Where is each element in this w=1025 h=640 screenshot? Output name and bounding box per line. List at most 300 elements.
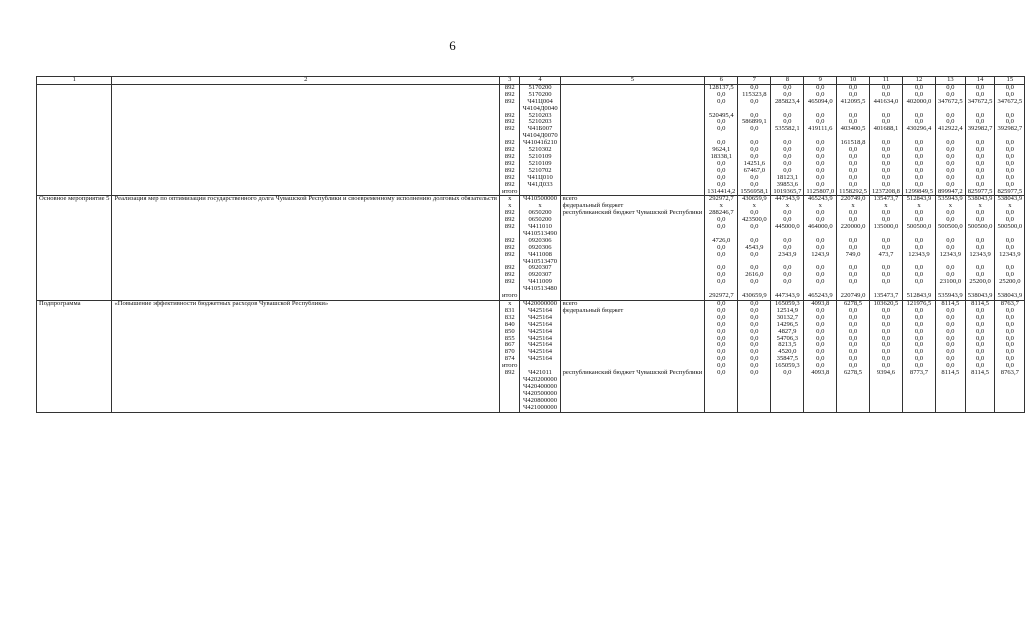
amount-cell: 0,0 — [936, 175, 966, 182]
grbs-code-cell: 892 — [499, 210, 519, 217]
amount-cell: 0,0 — [902, 161, 935, 168]
grbs-code-cell: 855 — [499, 336, 519, 343]
amount-cell: 0,0 — [936, 245, 966, 252]
amount-cell: 0,0 — [804, 210, 837, 217]
measure-title-cell — [37, 84, 112, 91]
amount-cell: 0,0 — [804, 349, 837, 356]
amount-cell: 0,0 — [936, 154, 966, 161]
column-header: 1 — [37, 77, 112, 85]
amount-cell: 464000,0 — [804, 224, 837, 238]
amount-cell: 288246,7 — [705, 210, 738, 217]
amount-cell: 0,0 — [965, 92, 995, 99]
amount-cell: 23100,0 — [936, 279, 966, 293]
budget-code-cell: Ч425164 — [520, 342, 560, 349]
amount-cell: 0,0 — [804, 279, 837, 293]
amount-cell: 0,0 — [869, 140, 902, 147]
amount-cell: 4093,8 — [804, 370, 837, 412]
amount-cell: 0,0 — [869, 182, 902, 189]
amount-cell: 0,0 — [837, 308, 870, 315]
table-row — [37, 99, 1025, 113]
grbs-code-cell: 892 — [499, 279, 519, 293]
amount-cell: 0,0 — [995, 336, 1025, 343]
amount-cell: 0,0 — [869, 265, 902, 272]
funding-source-cell — [560, 154, 705, 161]
funding-source-cell — [560, 119, 705, 126]
amount-cell: 0,0 — [837, 147, 870, 154]
amount-cell: 512843,9 — [902, 293, 935, 300]
grbs-code-cell: 840 — [499, 322, 519, 329]
measure-description-cell — [112, 322, 500, 329]
amount-cell: 0,0 — [902, 272, 935, 279]
budget-code-cell: Ч41Д033 — [520, 182, 560, 189]
amount-cell: 0,0 — [869, 168, 902, 175]
amount-cell: 0,0 — [804, 265, 837, 272]
table-row — [37, 370, 1025, 412]
amount-cell: 0,0 — [936, 92, 966, 99]
amount-cell: 347672,5 — [965, 99, 995, 113]
amount-cell: 0,0 — [837, 272, 870, 279]
amount-cell: 0,0 — [771, 168, 804, 175]
measure-description-cell — [112, 161, 500, 168]
amount-cell: 0,0 — [738, 315, 771, 322]
budget-code-cell: 0650200 — [520, 217, 560, 224]
amount-cell: 0,0 — [869, 217, 902, 224]
amount-cell: 392982,7 — [965, 126, 995, 140]
amount-cell: 0,0 — [804, 356, 837, 363]
amount-cell: 0,0 — [837, 92, 870, 99]
amount-cell: 0,0 — [837, 238, 870, 245]
table-row — [37, 196, 1025, 203]
amount-cell: 0,0 — [965, 113, 995, 120]
amount-cell: 0,0 — [837, 349, 870, 356]
amount-cell: 0,0 — [965, 342, 995, 349]
measure-description-cell: «Повышение эффективности бюджетных расходов Чувашской Республики» — [112, 301, 500, 308]
measure-description-cell — [112, 336, 500, 343]
amount-cell: 8114,5 — [936, 370, 966, 412]
column-header: 10 — [837, 77, 870, 85]
amount-cell: 500500,0 — [936, 224, 966, 238]
amount-cell: 0,0 — [869, 356, 902, 363]
measure-description-cell — [112, 329, 500, 336]
table-row — [37, 356, 1025, 363]
amount-cell: 6278,5 — [837, 301, 870, 308]
amount-cell: 0,0 — [936, 210, 966, 217]
amount-cell: 165059,3 — [771, 301, 804, 308]
amount-cell: 220749,0 — [837, 196, 870, 203]
amount-cell: 0,0 — [936, 182, 966, 189]
amount-cell: 0,0 — [869, 279, 902, 293]
amount-cell: 0,0 — [705, 363, 738, 370]
amount-cell: 0,0 — [705, 349, 738, 356]
amount-cell: 0,0 — [965, 265, 995, 272]
measure-title-cell: Подпрограмма — [37, 301, 112, 308]
amount-cell: 0,0 — [869, 119, 902, 126]
funding-source-cell — [560, 168, 705, 175]
amount-cell: 520495,4 — [705, 113, 738, 120]
amount-cell: 0,0 — [936, 119, 966, 126]
amount-cell: 0,0 — [804, 272, 837, 279]
funding-source-cell — [560, 84, 705, 91]
grbs-code-cell: 892 — [499, 113, 519, 120]
funding-source-cell — [560, 161, 705, 168]
amount-cell: 0,0 — [995, 315, 1025, 322]
budget-code-cell: Ч425164 — [520, 356, 560, 363]
measure-title-cell — [37, 203, 112, 210]
amount-cell: 6278,5 — [837, 370, 870, 412]
funding-source-cell — [560, 175, 705, 182]
amount-cell: 8114,5 — [965, 370, 995, 412]
amount-cell: 0,0 — [995, 147, 1025, 154]
amount-cell: 0,0 — [837, 279, 870, 293]
amount-cell: 135473,7 — [869, 196, 902, 203]
column-header: 5 — [560, 77, 705, 85]
amount-cell: х — [804, 203, 837, 210]
amount-cell: 0,0 — [738, 238, 771, 245]
amount-cell: 0,0 — [995, 265, 1025, 272]
measure-description-cell — [112, 210, 500, 217]
amount-cell: 0,0 — [869, 329, 902, 336]
amount-cell: 220000,0 — [837, 224, 870, 238]
amount-cell: 512843,9 — [902, 196, 935, 203]
amount-cell: х — [837, 203, 870, 210]
amount-cell: 0,0 — [771, 92, 804, 99]
amount-cell: 0,0 — [705, 356, 738, 363]
table-row — [37, 126, 1025, 140]
amount-cell: 0,0 — [936, 168, 966, 175]
amount-cell: 0,0 — [705, 140, 738, 147]
amount-cell: 0,0 — [837, 363, 870, 370]
budget-code-cell: 5210109 — [520, 161, 560, 168]
column-header: 6 — [705, 77, 738, 85]
amount-cell: 0,0 — [804, 322, 837, 329]
amount-cell: 0,0 — [902, 175, 935, 182]
amount-cell: 825977,5 — [965, 189, 995, 196]
amount-cell: 0,0 — [936, 113, 966, 120]
amount-cell: 447343,9 — [771, 196, 804, 203]
budget-code-cell: 0920307 — [520, 265, 560, 272]
amount-cell: 0,0 — [902, 315, 935, 322]
amount-cell: 0,0 — [771, 147, 804, 154]
amount-cell: 0,0 — [902, 265, 935, 272]
amount-cell: 0,0 — [771, 161, 804, 168]
amount-cell: х — [869, 203, 902, 210]
amount-cell: 0,0 — [837, 182, 870, 189]
column-header: 4 — [520, 77, 560, 85]
amount-cell: 0,0 — [936, 329, 966, 336]
amount-cell: 0,0 — [965, 245, 995, 252]
measure-description-cell — [112, 370, 500, 412]
amount-cell: 0,0 — [902, 113, 935, 120]
grbs-code-cell: 892 — [499, 245, 519, 252]
amount-cell: х — [705, 203, 738, 210]
amount-cell: 0,0 — [936, 322, 966, 329]
funding-source-cell — [560, 217, 705, 224]
measure-description-cell — [112, 140, 500, 147]
table-row — [37, 252, 1025, 266]
amount-cell: 0,0 — [869, 322, 902, 329]
amount-cell: 0,0 — [705, 119, 738, 126]
amount-cell: 1556958,1 — [738, 189, 771, 196]
grbs-code-cell: х — [499, 196, 519, 203]
grbs-code-cell: 892 — [499, 92, 519, 99]
amount-cell: 0,0 — [965, 238, 995, 245]
grbs-code-cell: 892 — [499, 265, 519, 272]
amount-cell: 0,0 — [995, 175, 1025, 182]
measure-description-cell — [112, 182, 500, 189]
amount-cell: 0,0 — [995, 168, 1025, 175]
funding-source-cell — [560, 92, 705, 99]
amount-cell: 0,0 — [705, 279, 738, 293]
amount-cell: 0,0 — [902, 84, 935, 91]
amount-cell: 0,0 — [869, 154, 902, 161]
amount-cell: 0,0 — [965, 168, 995, 175]
measure-title-cell — [37, 175, 112, 182]
measure-description-cell — [112, 245, 500, 252]
amount-cell: 0,0 — [804, 161, 837, 168]
amount-cell: 4827,9 — [771, 329, 804, 336]
amount-cell: 465243,9 — [804, 293, 837, 300]
measure-description-cell — [112, 154, 500, 161]
funding-source-cell — [560, 279, 705, 293]
amount-cell: 0,0 — [995, 245, 1025, 252]
amount-cell: 0,0 — [837, 342, 870, 349]
amount-cell: 0,0 — [902, 238, 935, 245]
budget-code-cell: Ч425164 — [520, 329, 560, 336]
funding-source-cell — [560, 224, 705, 238]
amount-cell: 0,0 — [837, 217, 870, 224]
amount-cell: 0,0 — [837, 336, 870, 343]
amount-cell: 0,0 — [837, 175, 870, 182]
funding-source-cell — [560, 322, 705, 329]
budget-code-cell: 5210702 — [520, 168, 560, 175]
grbs-code-cell: 874 — [499, 356, 519, 363]
amount-cell: 0,0 — [738, 370, 771, 412]
measure-title-cell — [37, 272, 112, 279]
amount-cell: 0,0 — [965, 329, 995, 336]
amount-cell: 35847,5 — [771, 356, 804, 363]
amount-cell: 0,0 — [869, 308, 902, 315]
column-header: 9 — [804, 77, 837, 85]
amount-cell: 25200,0 — [995, 279, 1025, 293]
amount-cell: 0,0 — [804, 154, 837, 161]
measure-title-cell: Основное мероприятие 5 — [37, 196, 112, 203]
budget-code-cell: Ч425164 — [520, 322, 560, 329]
amount-cell: 0,0 — [771, 210, 804, 217]
amount-cell: 538043,9 — [995, 196, 1025, 203]
amount-cell: 403400,5 — [837, 126, 870, 140]
amount-cell: х — [738, 203, 771, 210]
amount-cell: 430659,9 — [738, 196, 771, 203]
amount-cell: 2616,0 — [738, 272, 771, 279]
amount-cell: 0,0 — [804, 329, 837, 336]
funding-source-cell: всего — [560, 196, 705, 203]
budget-code-cell: Ч411010 Ч410513490 — [520, 224, 560, 238]
amount-cell: 0,0 — [837, 245, 870, 252]
amount-cell: 0,0 — [837, 356, 870, 363]
amount-cell: 0,0 — [738, 224, 771, 238]
amount-cell: 1125807,0 — [804, 189, 837, 196]
amount-cell: 0,0 — [869, 245, 902, 252]
funding-source-cell — [560, 272, 705, 279]
amount-cell: 67467,0 — [738, 168, 771, 175]
funding-source-cell — [560, 113, 705, 120]
grbs-code-cell: 892 — [499, 147, 519, 154]
amount-cell: 0,0 — [804, 182, 837, 189]
amount-cell: 0,0 — [902, 329, 935, 336]
amount-cell: 0,0 — [869, 161, 902, 168]
amount-cell: 0,0 — [965, 272, 995, 279]
measure-description-cell — [112, 203, 500, 210]
measure-title-cell — [37, 224, 112, 238]
column-header: 14 — [965, 77, 995, 85]
measure-description-cell — [112, 342, 500, 349]
amount-cell: 0,0 — [995, 217, 1025, 224]
amount-cell: 0,0 — [738, 336, 771, 343]
amount-cell: 0,0 — [995, 119, 1025, 126]
funding-source-cell — [560, 182, 705, 189]
budget-code-cell: 0920307 — [520, 272, 560, 279]
funding-source-cell — [560, 356, 705, 363]
amount-cell: 0,0 — [869, 272, 902, 279]
amount-cell: х — [902, 203, 935, 210]
amount-cell: 0,0 — [837, 210, 870, 217]
amount-cell: 0,0 — [804, 342, 837, 349]
amount-cell: 115323,8 — [738, 92, 771, 99]
grbs-code-cell: 892 — [499, 99, 519, 113]
amount-cell: 0,0 — [771, 119, 804, 126]
measure-title-cell — [37, 315, 112, 322]
funding-source-cell — [560, 252, 705, 266]
amount-cell: 0,0 — [869, 336, 902, 343]
amount-cell: 0,0 — [705, 315, 738, 322]
amount-cell: 292972,7 — [705, 293, 738, 300]
grbs-code-cell: 892 — [499, 238, 519, 245]
amount-cell: 465243,9 — [804, 196, 837, 203]
amount-cell: 401688,1 — [869, 126, 902, 140]
amount-cell: 0,0 — [995, 140, 1025, 147]
amount-cell: 0,0 — [936, 161, 966, 168]
budget-code-cell: 5210109 — [520, 154, 560, 161]
amount-cell: 103620,5 — [869, 301, 902, 308]
amount-cell: 0,0 — [705, 272, 738, 279]
amount-cell: 0,0 — [995, 342, 1025, 349]
grbs-code-cell: 831 — [499, 308, 519, 315]
amount-cell: 0,0 — [804, 113, 837, 120]
amount-cell: 392982,7 — [995, 126, 1025, 140]
amount-cell: 0,0 — [771, 370, 804, 412]
amount-cell: 0,0 — [995, 322, 1025, 329]
amount-cell: 0,0 — [995, 272, 1025, 279]
amount-cell: 0,0 — [837, 315, 870, 322]
measure-description-cell — [112, 126, 500, 140]
amount-cell: 0,0 — [837, 265, 870, 272]
amount-cell: 0,0 — [804, 238, 837, 245]
amount-cell: 445000,0 — [771, 224, 804, 238]
measure-title-cell — [37, 363, 112, 370]
amount-cell: 0,0 — [738, 210, 771, 217]
measure-description-cell — [112, 265, 500, 272]
amount-cell: 25200,0 — [965, 279, 995, 293]
amount-cell: 0,0 — [995, 308, 1025, 315]
funding-source-cell — [560, 140, 705, 147]
amount-cell: 0,0 — [936, 147, 966, 154]
amount-cell: 0,0 — [804, 245, 837, 252]
measure-title-cell — [37, 126, 112, 140]
amount-cell: х — [771, 203, 804, 210]
amount-cell: 0,0 — [869, 113, 902, 120]
amount-cell: 0,0 — [902, 140, 935, 147]
amount-cell: 0,0 — [738, 265, 771, 272]
amount-cell: х — [936, 203, 966, 210]
amount-cell: 899947,2 — [936, 189, 966, 196]
amount-cell: 39853,6 — [771, 182, 804, 189]
amount-cell: 8763,7 — [995, 370, 1025, 412]
budget-code-cell: 5210203 — [520, 113, 560, 120]
amount-cell: 0,0 — [936, 315, 966, 322]
budget-code-cell: Ч425164 — [520, 315, 560, 322]
amount-cell: 4726,0 — [705, 238, 738, 245]
measure-description-cell — [112, 217, 500, 224]
measure-description-cell — [112, 168, 500, 175]
amount-cell: 0,0 — [837, 161, 870, 168]
measure-description-cell — [112, 113, 500, 120]
funding-source-cell: республиканский бюджет Чувашской Республики — [560, 210, 705, 217]
measure-title-cell — [37, 154, 112, 161]
grbs-code-cell: х — [499, 203, 519, 210]
amount-cell: 8114,5 — [936, 301, 966, 308]
amount-cell: 0,0 — [705, 99, 738, 113]
amount-cell: 0,0 — [936, 272, 966, 279]
amount-cell: 0,0 — [965, 147, 995, 154]
amount-cell: 14296,5 — [771, 322, 804, 329]
amount-cell: 0,0 — [869, 238, 902, 245]
amount-cell: 0,0 — [965, 315, 995, 322]
amount-cell: 0,0 — [804, 175, 837, 182]
amount-cell: 586899,1 — [738, 119, 771, 126]
amount-cell: 0,0 — [869, 315, 902, 322]
amount-cell: 0,0 — [965, 336, 995, 343]
amount-cell: 0,0 — [837, 322, 870, 329]
grbs-code-cell: 892 — [499, 154, 519, 161]
amount-cell: 0,0 — [771, 113, 804, 120]
amount-cell: 0,0 — [902, 119, 935, 126]
amount-cell: 0,0 — [936, 363, 966, 370]
budget-code-cell: 0650200 — [520, 210, 560, 217]
amount-cell: 0,0 — [705, 92, 738, 99]
amount-cell: 18338,1 — [705, 154, 738, 161]
funding-source-cell: республиканский бюджет Чувашской Республики — [560, 370, 705, 412]
amount-cell: 0,0 — [965, 182, 995, 189]
amount-cell: 0,0 — [837, 119, 870, 126]
column-header: 13 — [936, 77, 966, 85]
amount-cell: 0,0 — [936, 342, 966, 349]
funding-source-cell — [560, 126, 705, 140]
amount-cell: 220749,0 — [837, 293, 870, 300]
funding-source-cell — [560, 265, 705, 272]
funding-source-cell — [560, 342, 705, 349]
amount-cell: 0,0 — [902, 168, 935, 175]
amount-cell: 0,0 — [936, 238, 966, 245]
measure-title-cell — [37, 245, 112, 252]
amount-cell: 0,0 — [965, 161, 995, 168]
amount-cell: 0,0 — [902, 245, 935, 252]
budget-code-cell: Ч411009 Ч410513480 — [520, 279, 560, 293]
amount-cell: 4543,9 — [738, 245, 771, 252]
budget-code-cell: Ч411008 Ч410513470 — [520, 252, 560, 266]
measure-title-cell — [37, 210, 112, 217]
amount-cell: 825977,5 — [995, 189, 1025, 196]
amount-cell: 0,0 — [902, 147, 935, 154]
